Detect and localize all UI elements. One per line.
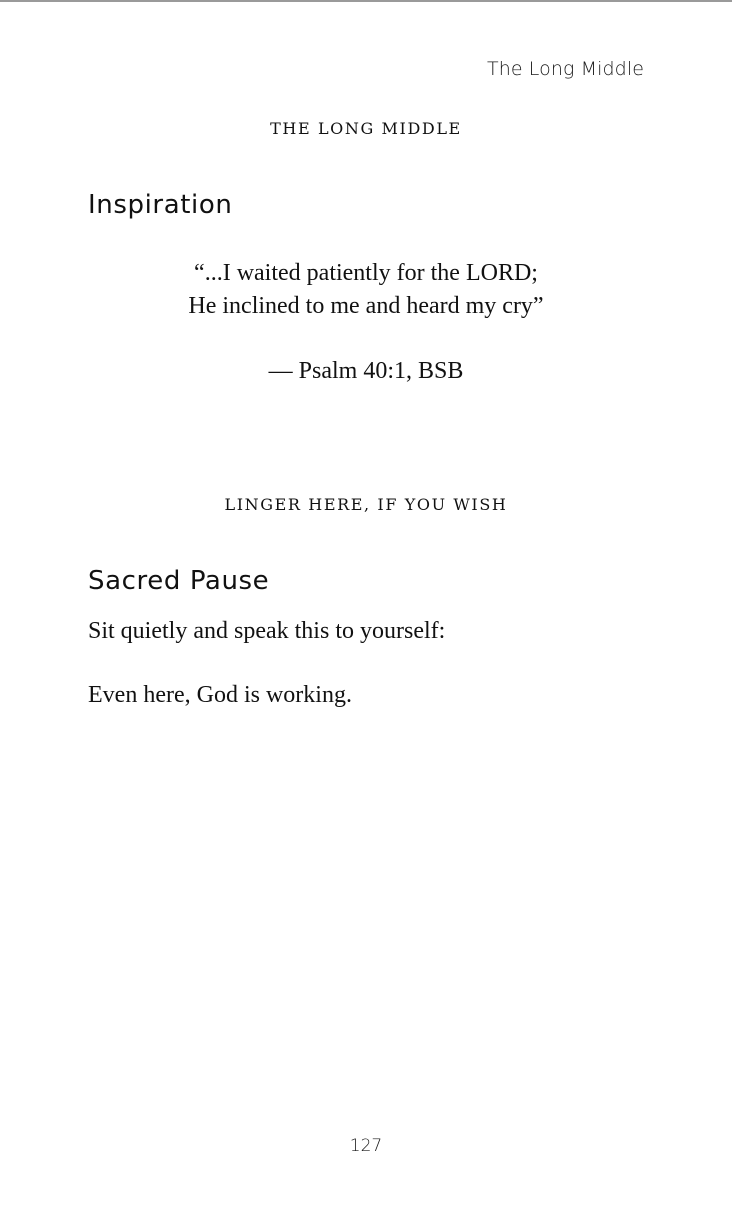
page-number: 127: [349, 1136, 383, 1156]
scripture-attribution: — Psalm 40:1, BSB: [268, 358, 464, 384]
heading-sacred-pause: Sacred Pause: [88, 566, 270, 596]
top-border: [0, 0, 732, 2]
heading-inspiration: Inspiration: [88, 190, 233, 220]
paragraph-instruction: Sit quietly and speak this to yourself:: [88, 618, 446, 644]
section-label-linger-here: LINGER HERE, IF YOU WISH: [224, 495, 508, 514]
paragraph-affirmation: Even here, God is working.: [88, 682, 352, 708]
section-label-the-long-middle: THE LONG MIDDLE: [270, 119, 462, 138]
scripture-quote-line-2: He inclined to me and heard my cry”: [188, 293, 544, 319]
running-header: The Long Middle: [487, 58, 644, 80]
scripture-quote-line-1: “...I waited patiently for the LORD;: [194, 260, 538, 286]
